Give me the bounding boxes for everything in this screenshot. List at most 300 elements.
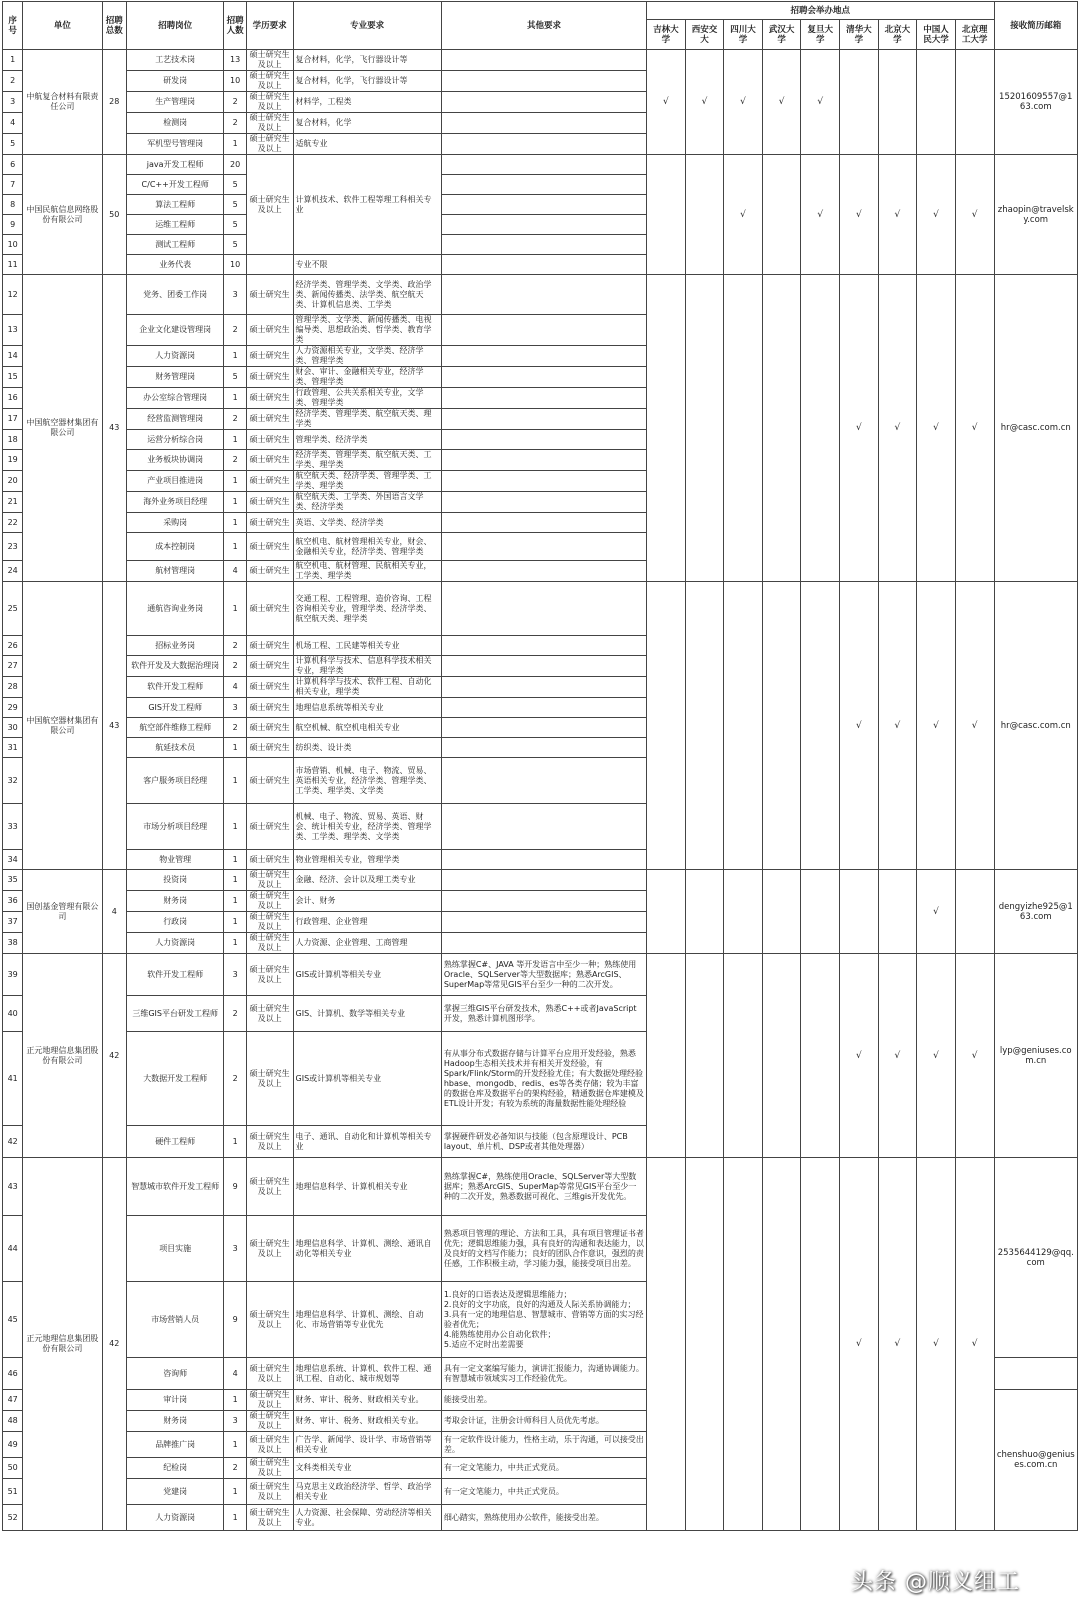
row-seq: 5 <box>3 134 23 155</box>
row-post: 通航咨询业务岗 <box>126 582 224 636</box>
row-major: 航空机械、航空机电相关专业 <box>293 718 441 738</box>
row-edu: 硕士研究生及以上 <box>246 1432 293 1458</box>
row-count: 9 <box>224 1158 246 1216</box>
row-post: GIS开发工程师 <box>126 698 224 718</box>
row-seq: 1 <box>3 50 23 71</box>
location-check-3 <box>762 1158 801 1531</box>
row-post: 办公室综合管理岗 <box>126 388 224 409</box>
unit-email: lyp@geniuses.com.cn <box>994 954 1077 1158</box>
row-post: 海外业务项目经理 <box>126 492 224 513</box>
row-seq: 17 <box>3 409 23 430</box>
location-check-6: √ <box>878 275 917 582</box>
row-post: 审计岗 <box>126 1390 224 1411</box>
row-seq: 22 <box>3 513 23 533</box>
row-major: 英语、文学类、经济学类 <box>293 513 441 533</box>
unit-total: 43 <box>102 582 126 870</box>
location-check-0: √ <box>647 50 686 155</box>
row-major: 计算机技术、软件工程等理工科相关专业 <box>293 155 441 255</box>
row-other: 掌握硬件研发必备知识与技能（包含原理设计、PCB layout、单片机、DSP或者其他处理器） <box>441 1126 646 1158</box>
row-edu: 硕士研究生 <box>246 738 293 758</box>
row-other <box>441 134 646 155</box>
row-seq: 18 <box>3 430 23 450</box>
location-check-4 <box>801 954 840 1158</box>
location-check-7: √ <box>917 954 956 1158</box>
row-other <box>441 636 646 656</box>
row-post: 项目实施 <box>126 1216 224 1282</box>
header-location-1: 西安交大 <box>685 20 724 50</box>
row-other <box>441 677 646 698</box>
row-seq: 34 <box>3 850 23 870</box>
unit-name: 正元地理信息集团股份有限公司 <box>23 1158 102 1531</box>
row-post: 硬件工程师 <box>126 1126 224 1158</box>
row-seq: 10 <box>3 235 23 255</box>
location-check-2 <box>724 582 763 870</box>
row-edu: 硕士研究生及以上 <box>246 996 293 1032</box>
row-seq: 46 <box>3 1358 23 1390</box>
row-major: 专业不限 <box>293 255 441 275</box>
row-post: 运营分析综合岗 <box>126 430 224 450</box>
row-other: 有从事分布式数据存储与计算平台应用开发经验，熟悉Hadoop生态相关技术并有相关开发经验，有Spark/Flink/Storm的开发经验尤佳；有大数据处理经验hbase、mongodb、redis、es等各类存储；较为丰富的数据仓库及数据平台的架构经验，精通数据仓库建模及ETL设计开发；有较为系统的海量数据性能处理经验 <box>441 1032 646 1126</box>
row-count: 3 <box>224 275 246 315</box>
row-post: 业务代表 <box>126 255 224 275</box>
location-check-1 <box>685 870 724 954</box>
row-count: 3 <box>224 954 246 996</box>
row-count: 2 <box>224 315 246 346</box>
row-count: 1 <box>224 134 246 155</box>
row-major: 复合材料，化学，飞行器设计等 <box>293 71 441 92</box>
location-check-1 <box>685 954 724 1158</box>
row-major: 地理信息系统等相关专业 <box>293 698 441 718</box>
row-post: 算法工程师 <box>126 195 224 215</box>
row-edu: 硕士研究生 <box>246 471 293 492</box>
row-other: 有一定文笔能力，中共正式党员。 <box>441 1479 646 1505</box>
row-major: 适航专业 <box>293 134 441 155</box>
row-count: 1 <box>224 1479 246 1505</box>
row-edu: 硕士研究生 <box>246 388 293 409</box>
location-check-5: √ <box>840 275 879 582</box>
location-check-5: √ <box>840 155 879 275</box>
unit-name: 中国民航信息网络股份有限公司 <box>23 155 102 275</box>
row-other <box>441 315 646 346</box>
row-seq: 13 <box>3 315 23 346</box>
row-count: 1 <box>224 850 246 870</box>
row-count: 1 <box>224 1390 246 1411</box>
row-count: 1 <box>224 804 246 850</box>
row-post: 军机型号管理岗 <box>126 134 224 155</box>
location-check-4 <box>801 870 840 954</box>
row-other: 考取会计证，注册会计师科目人员优先考虑。 <box>441 1411 646 1432</box>
row-seq: 21 <box>3 492 23 513</box>
row-count: 1 <box>224 513 246 533</box>
location-check-0 <box>647 275 686 582</box>
row-edu: 硕士研究生 <box>246 450 293 471</box>
location-check-1 <box>685 155 724 275</box>
row-edu: 硕士研究生及以上 <box>246 50 293 71</box>
row-seq: 39 <box>3 954 23 996</box>
row-edu: 硕士研究生及以上 <box>246 1479 293 1505</box>
location-check-1 <box>685 582 724 870</box>
row-major: 市场营销、机械、电子、物流、贸易、英语相关专业，经济学类、管理学类、工学类、理学类、文学类 <box>293 758 441 804</box>
row-major: 航空航天类、经济学类、管理学类、工学类、理学类 <box>293 471 441 492</box>
row-other <box>441 870 646 891</box>
header-other: 其他要求 <box>441 2 646 50</box>
row-seq: 12 <box>3 275 23 315</box>
row-seq: 7 <box>3 175 23 195</box>
row-post: 财务管理岗 <box>126 367 224 388</box>
row-count: 4 <box>224 561 246 582</box>
location-check-3 <box>762 954 801 1158</box>
row-count: 5 <box>224 367 246 388</box>
row-post: 招标业务岗 <box>126 636 224 656</box>
header-post: 招聘岗位 <box>126 2 224 50</box>
row-edu: 硕士研究生 <box>246 409 293 430</box>
row-seq: 16 <box>3 388 23 409</box>
row-other: 熟悉项目管理的理论、方法和工具，具有项目管理证书者优先；逻辑思维能力强，具有良好的沟通和表达能力，以及良好的文档写作能力；良好的团队合作意识，强烈的责任感，工作积极主动，学习能力强，能接受项目出差。 <box>441 1216 646 1282</box>
location-check-2 <box>724 954 763 1158</box>
row-major: 机场工程、工民建等相关专业 <box>293 636 441 656</box>
row-post: 经营监测管理岗 <box>126 409 224 430</box>
row-edu: 硕士研究生 <box>246 275 293 315</box>
location-check-6: √ <box>878 954 917 1158</box>
header-location-0: 吉林大学 <box>647 20 686 50</box>
row-major: 管理学类、文学类、新闻传播类、电视编导类、思想政治类、哲学类、教育学类 <box>293 315 441 346</box>
row-count: 1 <box>224 430 246 450</box>
location-check-2 <box>724 1158 763 1531</box>
location-check-0 <box>647 155 686 275</box>
location-check-8: √ <box>955 155 994 275</box>
location-check-6: √ <box>878 582 917 870</box>
row-count: 1 <box>224 582 246 636</box>
location-check-8: √ <box>955 582 994 870</box>
row-seq: 38 <box>3 933 23 954</box>
header-location-5: 清华大学 <box>840 20 879 50</box>
row-post: 研发岗 <box>126 71 224 92</box>
table-row <box>3 50 1078 71</box>
header-location-4: 复旦大学 <box>801 20 840 50</box>
row-other: 1.良好的口语表达及逻辑思维能力； 2.良好的文字功底，良好的沟通及人际关系协调能力； 3.具有一定的地理信息、智慧城市、营销等方面的实习经验者优先； 4.能熟练使用办公自动化软件； 5.适应不定时出差需要 <box>441 1282 646 1358</box>
location-check-7: √ <box>917 870 956 954</box>
row-seq: 2 <box>3 71 23 92</box>
row-post: 航延技术员 <box>126 738 224 758</box>
row-edu: 硕士研究生 <box>246 533 293 561</box>
row-count: 2 <box>224 718 246 738</box>
row-seq: 47 <box>3 1390 23 1411</box>
row-count: 5 <box>224 215 246 235</box>
row-edu: 硕士研究生 <box>246 315 293 346</box>
header-location-8: 北京理工大学 <box>955 20 994 50</box>
unit-email-blank <box>994 1358 1077 1390</box>
row-seq: 20 <box>3 471 23 492</box>
row-major: 地理信息科学、计算机、测绘、通讯自动化等相关专业 <box>293 1216 441 1282</box>
row-major: 行政管理、公共关系相关专业，文学类、管理学类 <box>293 388 441 409</box>
location-check-4 <box>801 582 840 870</box>
row-major: 经济学类、管理学类、航空航天类、理学类 <box>293 409 441 430</box>
row-seq: 41 <box>3 1032 23 1126</box>
row-edu: 硕士研究生及以上 <box>246 92 293 113</box>
row-seq: 40 <box>3 996 23 1032</box>
row-post: 咨询师 <box>126 1358 224 1390</box>
row-edu: 硕士研究生 <box>246 561 293 582</box>
row-seq: 44 <box>3 1216 23 1282</box>
row-edu: 硕士研究生 <box>246 582 293 636</box>
row-major: 航空航天类、工学类、外国语言文学类、经济学类 <box>293 492 441 513</box>
row-post: 运维工程师 <box>126 215 224 235</box>
row-edu: 硕士研究生及以上 <box>246 1282 293 1358</box>
row-other <box>441 450 646 471</box>
row-other: 有一定软件设计能力，性格主动，乐于沟通，可以接受出差。 <box>441 1432 646 1458</box>
row-edu: 硕士研究生及以上 <box>246 1158 293 1216</box>
row-major: 复合材料，化学 <box>293 113 441 134</box>
row-post: 大数据开发工程师 <box>126 1032 224 1126</box>
row-major: 计算机科学与技术、软件工程、自动化相关专业，理学类 <box>293 677 441 698</box>
row-edu: 硕士研究生及以上 <box>246 1216 293 1282</box>
location-check-5 <box>840 50 879 155</box>
row-seq: 45 <box>3 1282 23 1358</box>
row-seq: 42 <box>3 1126 23 1158</box>
row-other <box>441 850 646 870</box>
header-locations-group: 招聘会举办地点 <box>647 2 994 20</box>
unit-total: 42 <box>102 954 126 1158</box>
row-other <box>441 738 646 758</box>
row-post: 物业管理 <box>126 850 224 870</box>
unit-email: zhaopin@travelsky.com <box>994 155 1077 275</box>
row-count: 1 <box>224 388 246 409</box>
location-check-8: √ <box>955 954 994 1158</box>
location-check-5 <box>840 870 879 954</box>
row-edu: 硕士研究生及以上 <box>246 71 293 92</box>
row-count: 13 <box>224 50 246 71</box>
row-count: 3 <box>224 1411 246 1432</box>
row-major: 地理信息科学、计算机、测绘、自动化、市场营销等专业优先 <box>293 1282 441 1358</box>
row-count: 20 <box>224 155 246 175</box>
header-location-2: 四川大学 <box>724 20 763 50</box>
row-count: 3 <box>224 698 246 718</box>
unit-name: 正元地理信息集团股份有限公司 <box>23 954 102 1158</box>
unit-total: 42 <box>102 1158 126 1531</box>
row-edu: 硕士研究生及以上 <box>246 155 293 255</box>
row-count: 10 <box>224 71 246 92</box>
recruitment-table <box>2 1 1078 1531</box>
row-post: 投资岗 <box>126 870 224 891</box>
row-count: 9 <box>224 1282 246 1358</box>
row-seq: 26 <box>3 636 23 656</box>
row-other <box>441 933 646 954</box>
row-post: 市场营销人员 <box>126 1282 224 1358</box>
row-count: 2 <box>224 996 246 1032</box>
location-check-5: √ <box>840 582 879 870</box>
row-major: 行政管理、企业管理 <box>293 912 441 933</box>
row-major: 人力资源、企业管理、工商管理 <box>293 933 441 954</box>
row-post: java开发工程师 <box>126 155 224 175</box>
row-other <box>441 195 646 215</box>
row-major: 物业管理相关专业，管理学类 <box>293 850 441 870</box>
row-major: 材料学，工程类 <box>293 92 441 113</box>
location-check-6: √ <box>878 1158 917 1531</box>
row-edu: 硕士研究生及以上 <box>246 870 293 891</box>
row-count: 5 <box>224 235 246 255</box>
row-seq: 36 <box>3 891 23 912</box>
location-check-4 <box>801 275 840 582</box>
row-count: 5 <box>224 175 246 195</box>
row-major: 马克思主义政治经济学、哲学、政治学相关专业 <box>293 1479 441 1505</box>
row-post: 市场分析项目经理 <box>126 804 224 850</box>
row-other <box>441 275 646 315</box>
row-major: GIS或计算机等相关专业 <box>293 954 441 996</box>
row-post: 软件开发工程师 <box>126 954 224 996</box>
row-seq: 23 <box>3 533 23 561</box>
table-row <box>3 155 1078 175</box>
location-check-6 <box>878 870 917 954</box>
row-seq: 48 <box>3 1411 23 1432</box>
row-post: 纪检岗 <box>126 1458 224 1479</box>
row-post: 采购岗 <box>126 513 224 533</box>
location-check-6 <box>878 50 917 155</box>
unit-email: hr@casc.com.cn <box>994 582 1077 870</box>
row-post: 软件开发工程师 <box>126 677 224 698</box>
row-count: 4 <box>224 1358 246 1390</box>
header-seq: 序号 <box>3 2 23 50</box>
row-edu: 硕士研究生 <box>246 677 293 698</box>
row-post: 品牌推广岗 <box>126 1432 224 1458</box>
location-check-8 <box>955 870 994 954</box>
row-count: 3 <box>224 1216 246 1282</box>
row-major: 会计、财务 <box>293 891 441 912</box>
row-count: 1 <box>224 1432 246 1458</box>
row-edu: 硕士研究生及以上 <box>246 134 293 155</box>
row-other <box>441 346 646 367</box>
location-check-0 <box>647 582 686 870</box>
row-other <box>441 50 646 71</box>
row-edu: 硕士研究生及以上 <box>246 1126 293 1158</box>
row-major: 航空机电、航材管理、民航相关专业，工学类、理学类 <box>293 561 441 582</box>
row-edu: 硕士研究生及以上 <box>246 933 293 954</box>
row-seq: 8 <box>3 195 23 215</box>
row-major: 电子、通讯、自动化和计算机等相关专业 <box>293 1126 441 1158</box>
row-major: 地理信息科学、计算机相关专业 <box>293 1158 441 1216</box>
row-post: 财务岗 <box>126 1411 224 1432</box>
unit-name: 国创基金管理有限公司 <box>23 870 102 954</box>
row-other <box>441 175 646 195</box>
row-count: 2 <box>224 656 246 677</box>
row-major: 财务、审计、税务、财政相关专业。 <box>293 1390 441 1411</box>
header-major: 专业要求 <box>293 2 441 50</box>
row-major: 经济学类、管理学类、文学类、政治学类、新闻传播类、法学类、航空航天类、计算机信息类、工学类 <box>293 275 441 315</box>
row-post: 智慧城市软件开发工程师 <box>126 1158 224 1216</box>
row-post: 党务、团委工作岗 <box>126 275 224 315</box>
row-count: 1 <box>224 912 246 933</box>
row-post: 行政岗 <box>126 912 224 933</box>
row-major: 金融、经济、会计以及理工类专业 <box>293 870 441 891</box>
row-other <box>441 718 646 738</box>
table-row <box>3 582 1078 636</box>
location-check-0 <box>647 954 686 1158</box>
row-post: 航空部件维修工程师 <box>126 718 224 738</box>
location-check-7 <box>917 50 956 155</box>
row-other <box>441 367 646 388</box>
row-other: 细心踏实，熟练使用办公软件，能接受出差。 <box>441 1505 646 1531</box>
row-edu: 硕士研究生及以上 <box>246 1411 293 1432</box>
location-check-0 <box>647 1158 686 1531</box>
row-edu: 硕士研究生 <box>246 758 293 804</box>
row-seq: 32 <box>3 758 23 804</box>
row-edu: 硕士研究生 <box>246 636 293 656</box>
row-edu: 硕士研究生 <box>246 698 293 718</box>
row-other <box>441 533 646 561</box>
row-edu: 硕士研究生 <box>246 850 293 870</box>
row-post: 测试工程师 <box>126 235 224 255</box>
row-post: 党建岗 <box>126 1479 224 1505</box>
row-post: C/C++开发工程师 <box>126 175 224 195</box>
location-check-3 <box>762 155 801 275</box>
row-count: 1 <box>224 533 246 561</box>
unit-total: 4 <box>102 870 126 954</box>
location-check-8: √ <box>955 275 994 582</box>
unit-email: 15201609557@163.com <box>994 50 1077 155</box>
row-major: 复合材料，化学，飞行器设计等 <box>293 50 441 71</box>
location-check-1: √ <box>685 50 724 155</box>
row-seq: 27 <box>3 656 23 677</box>
row-count: 1 <box>224 471 246 492</box>
row-count: 1 <box>224 933 246 954</box>
row-seq: 11 <box>3 255 23 275</box>
row-count: 10 <box>224 255 246 275</box>
row-seq: 25 <box>3 582 23 636</box>
row-count: 2 <box>224 113 246 134</box>
row-post: 生产管理岗 <box>126 92 224 113</box>
row-major: 人力资源、社会保障、劳动经济等相关专业。 <box>293 1505 441 1531</box>
row-seq: 19 <box>3 450 23 471</box>
row-other <box>441 430 646 450</box>
location-check-5: √ <box>840 954 879 1158</box>
row-seq: 50 <box>3 1458 23 1479</box>
row-other <box>441 758 646 804</box>
table-row <box>3 1158 1078 1216</box>
row-count: 2 <box>224 450 246 471</box>
row-major: 广告学、新闻学、设计学、市场营销等相关专业 <box>293 1432 441 1458</box>
table-row <box>3 954 1078 996</box>
row-major: 地理信息系统、计算机、软件工程、通讯工程、自动化、城市规划等 <box>293 1358 441 1390</box>
row-other <box>441 698 646 718</box>
row-seq: 24 <box>3 561 23 582</box>
row-other <box>441 492 646 513</box>
header-email: 接收简历邮箱 <box>994 2 1077 50</box>
location-check-7: √ <box>917 582 956 870</box>
row-count: 1 <box>224 492 246 513</box>
location-check-7: √ <box>917 155 956 275</box>
row-other <box>441 513 646 533</box>
row-count: 2 <box>224 409 246 430</box>
unit-total: 28 <box>102 50 126 155</box>
row-other: 熟练掌握C#，熟练使用Oracle、SQLServer等大型数据库；熟悉ArcGIS、SuperMap等常见GIS平台至少一种的二次开发，熟悉数据可视化、三维gis开发优先。 <box>441 1158 646 1216</box>
row-count: 1 <box>224 1126 246 1158</box>
table-row <box>3 275 1078 315</box>
row-seq: 31 <box>3 738 23 758</box>
row-seq: 37 <box>3 912 23 933</box>
unit-total: 50 <box>102 155 126 275</box>
row-other: 能接受出差。 <box>441 1390 646 1411</box>
location-check-2 <box>724 870 763 954</box>
location-check-4: √ <box>801 155 840 275</box>
row-seq: 4 <box>3 113 23 134</box>
row-other <box>441 891 646 912</box>
row-other <box>441 215 646 235</box>
row-seq: 52 <box>3 1505 23 1531</box>
row-seq: 28 <box>3 677 23 698</box>
row-edu: 硕士研究生及以上 <box>246 954 293 996</box>
row-other: 有一定文笔能力，中共正式党员。 <box>441 1458 646 1479</box>
row-post: 人力资源岗 <box>126 1505 224 1531</box>
location-check-8 <box>955 50 994 155</box>
